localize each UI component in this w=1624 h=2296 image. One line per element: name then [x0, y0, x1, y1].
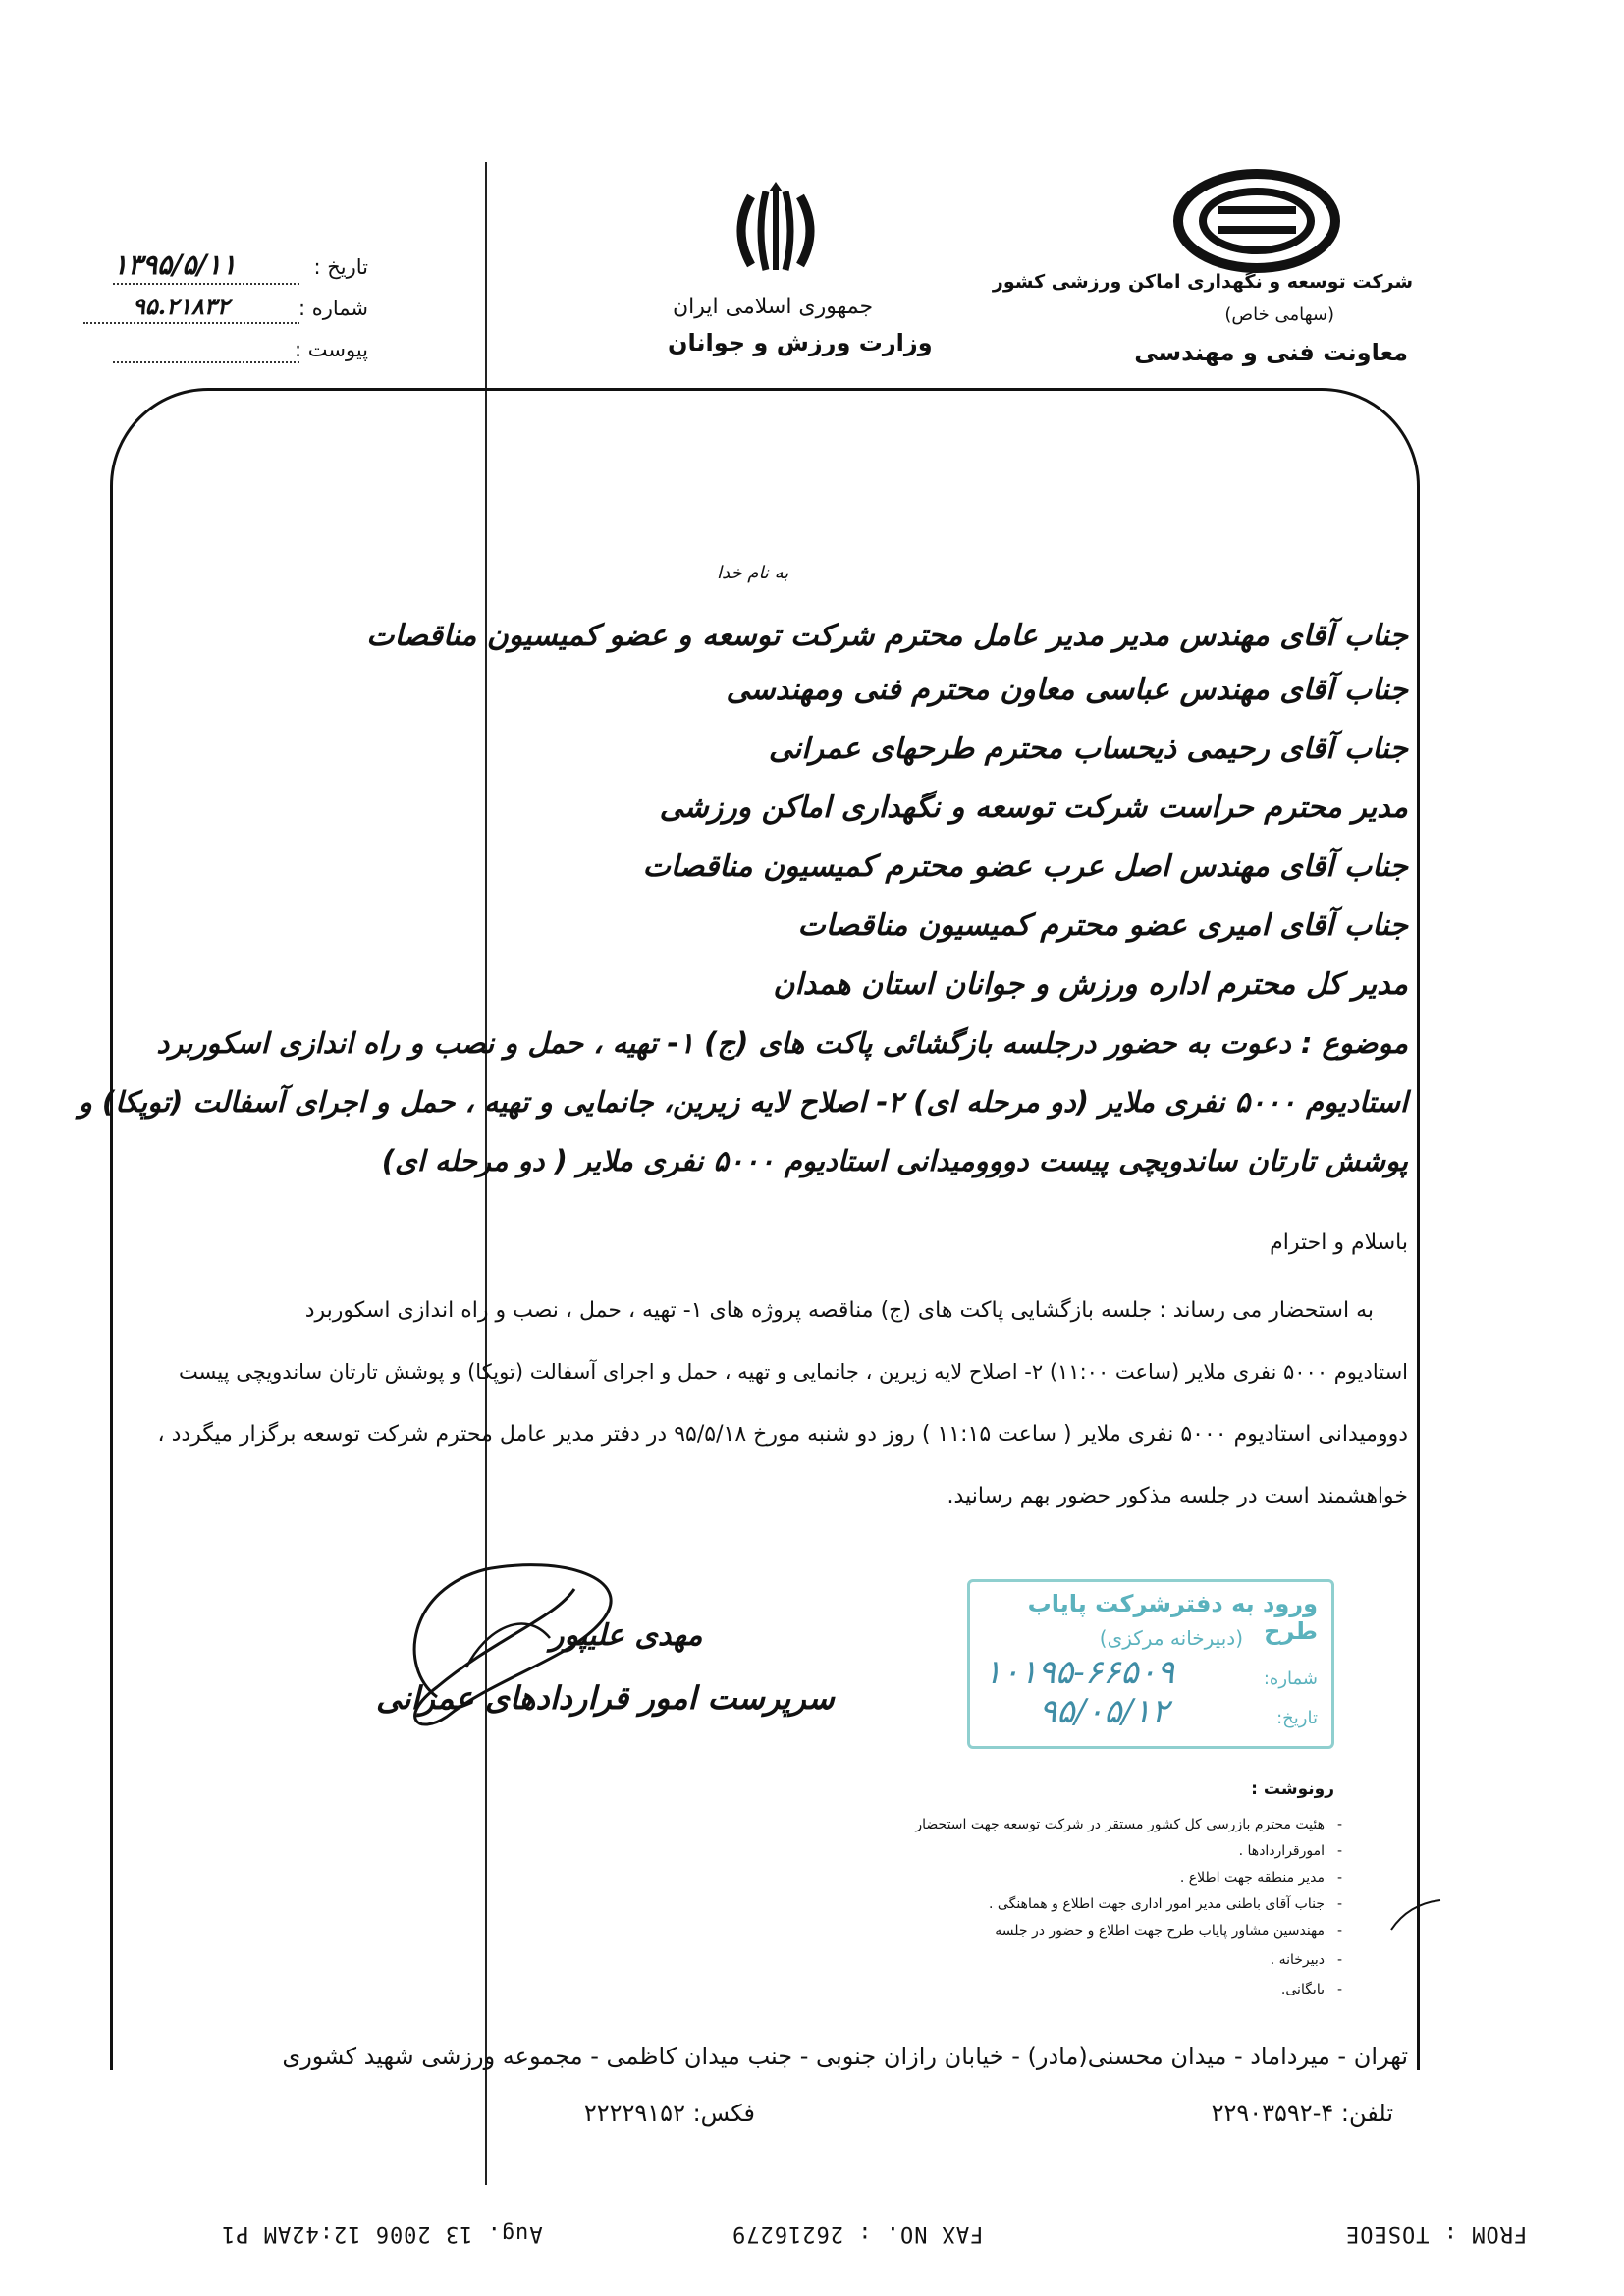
stamp-subtitle: (دبیرخانه مرکزی) — [1099, 1626, 1243, 1650]
organization-subtitle: (سهامی خاص) — [1224, 304, 1334, 325]
organization-department: معاونت فنی و مهندسی — [1134, 339, 1408, 366]
body-line: خواهشمند است در جلسه مذکور حضور بهم رسانید. — [947, 1484, 1408, 1508]
subject-line: موضوع : دعوت به حضور درجلسه بازگشائی پاکت های (ج) ۱- تهیه ، حمل و نصب و راه اندازی اسکوربرد — [156, 1026, 1408, 1060]
addressee-line: جناب آقای مهندس مدیر مدیر عامل محترم شرکت توسعه و عضو کمیسیون مناقصات — [366, 619, 1408, 653]
organization-name: شرکت توسعه و نگهداری اماکن ورزشی کشور — [992, 271, 1413, 293]
cc-item: - مهندسین مشاور پایاب طرح جهت اطلاع و حضور در جلسه — [995, 1923, 1342, 1939]
date-value: ۱۳۹۵/۵/۱۱ — [113, 248, 237, 281]
fax-number: FAX NO. : 26216279 — [731, 2221, 984, 2246]
handwritten-tick-mark — [1386, 1895, 1445, 1935]
republic-name: جمهوری اسلامی ایران — [673, 295, 874, 319]
subject-line: پوشش تارتان ساندویچی پیست دووومیدانی استادیوم ۵۰۰۰ نفری ملایر ( دو مرحله ای) — [381, 1144, 1408, 1177]
stamp-date-label: تاریخ: — [1276, 1708, 1318, 1728]
stamp-number-value: ۱۰۱۹۵-۶۶۵۰۹ — [984, 1653, 1175, 1692]
footer-address: تهران - میرداماد - میدان محسنی(مادر) - خیابان رازان جنوبی - جنب میدان کاظمی - مجموعه ورزشی شهید کشوری — [282, 2043, 1408, 2070]
fax-from: FROM : TOSEOE — [1345, 2221, 1528, 2246]
signatory-title: سرپرست امور قراردادهای عمرانی — [376, 1679, 835, 1717]
subject-line: استادیوم ۵۰۰۰ نفری ملایر (دو مرحله ای) ۲- اصلاح لایه زیرین، جانمایی و تهیه ، حمل و اجرای آسفالت (توپکا) و — [78, 1085, 1408, 1119]
addressee-line: جناب آقای امیری عضو محترم کمیسیون مناقصات — [797, 908, 1408, 943]
iran-emblem-icon — [722, 182, 830, 290]
addressee-line: جناب آقای مهندس عباسی معاون محترم فنی ومهندسی — [726, 673, 1408, 707]
stamp-title: ورود به دفترشرکت پایاب طرح — [1027, 1590, 1318, 1645]
cc-item: - هئیت محترم بازرسی کل کشور مستقر در شرکت توسعه جهت استحضار — [915, 1817, 1342, 1832]
cc-title: رونوشت : — [1251, 1779, 1334, 1799]
greeting: باسلام و احترام — [1270, 1230, 1408, 1255]
cc-item: - بایگانی. — [1280, 1982, 1342, 1997]
organization-logo — [1168, 167, 1345, 275]
number-label: شماره : — [298, 297, 368, 320]
cc-item: - دبیرخانه . — [1270, 1952, 1342, 1968]
received-stamp — [967, 1579, 1334, 1749]
signatory-name: مهدی علیپور — [550, 1618, 703, 1653]
stamp-number-label: شماره: — [1263, 1668, 1318, 1689]
addressee-line: جناب آقای مهندس اصل عرب عضو محترم کمیسیون مناقصات — [642, 849, 1408, 884]
body-line: دوومیدانی استادیوم ۵۰۰۰ نفری ملایر ( ساعت ۱۱:۱۵ ) روز دو شنبه مورخ ۹۵/۵/۱۸ در دفتر مدیر عامل محترم شرکت توسعه برگزار میگردد ، — [157, 1422, 1408, 1447]
cc-item: - جناب آقای باطنی مدیر امور اداری جهت اطلاع و هماهنگی . — [989, 1896, 1342, 1912]
attachment-label: پیوست : — [295, 338, 368, 361]
fax-datetime: Aug. 13 2006 12:42AM P1 — [221, 2221, 543, 2246]
addressee-line: جناب آقای رحیمی ذیحساب محترم طرحهای عمرانی — [768, 732, 1408, 766]
ministry-name: وزارت ورزش و جوانان — [668, 329, 933, 356]
number-value: ۹۵.۲۱۸۳۲ — [133, 292, 230, 320]
footer-fax: فکس: ۲۲۲۲۹۱۵۲ — [583, 2100, 755, 2127]
cc-item: - امورقراردادها . — [1238, 1843, 1342, 1859]
addressee-line: مدیر محترم حراست شرکت توسعه و نگهداری اماکن ورزشی — [659, 791, 1408, 825]
bismillah: به نام خدا — [717, 563, 789, 583]
stamp-date-value: ۹۵/۰۵/۱۲ — [1039, 1692, 1169, 1731]
body-line: استادیوم ۵۰۰۰ نفری ملایر (ساعت ۱۱:۰۰) ۲- اصلاح لایه زیرین ، جانمایی و تهیه ، حمل و اجرای آسفالت (توپکا) و پوشش تارتان ساندویچی پیست — [179, 1360, 1408, 1384]
cc-item: - مدیر منطقه جهت اطلاع . — [1179, 1870, 1342, 1886]
footer-phone: تلفن: ۴-۲۲۹۰۳۵۹۲ — [1211, 2100, 1393, 2127]
date-label: تاریخ : — [313, 255, 368, 279]
body-line: به استحضار می رساند : جلسه بازگشایی پاکت های (ج) مناقصه پروژه های ۱- تهیه ، حمل ، نصب و راه اندازی اسکوربرد — [304, 1298, 1374, 1323]
letter-meta — [113, 250, 368, 368]
addressee-line: مدیر کل محترم اداره ورزش و جوانان استان همدان — [773, 967, 1408, 1002]
